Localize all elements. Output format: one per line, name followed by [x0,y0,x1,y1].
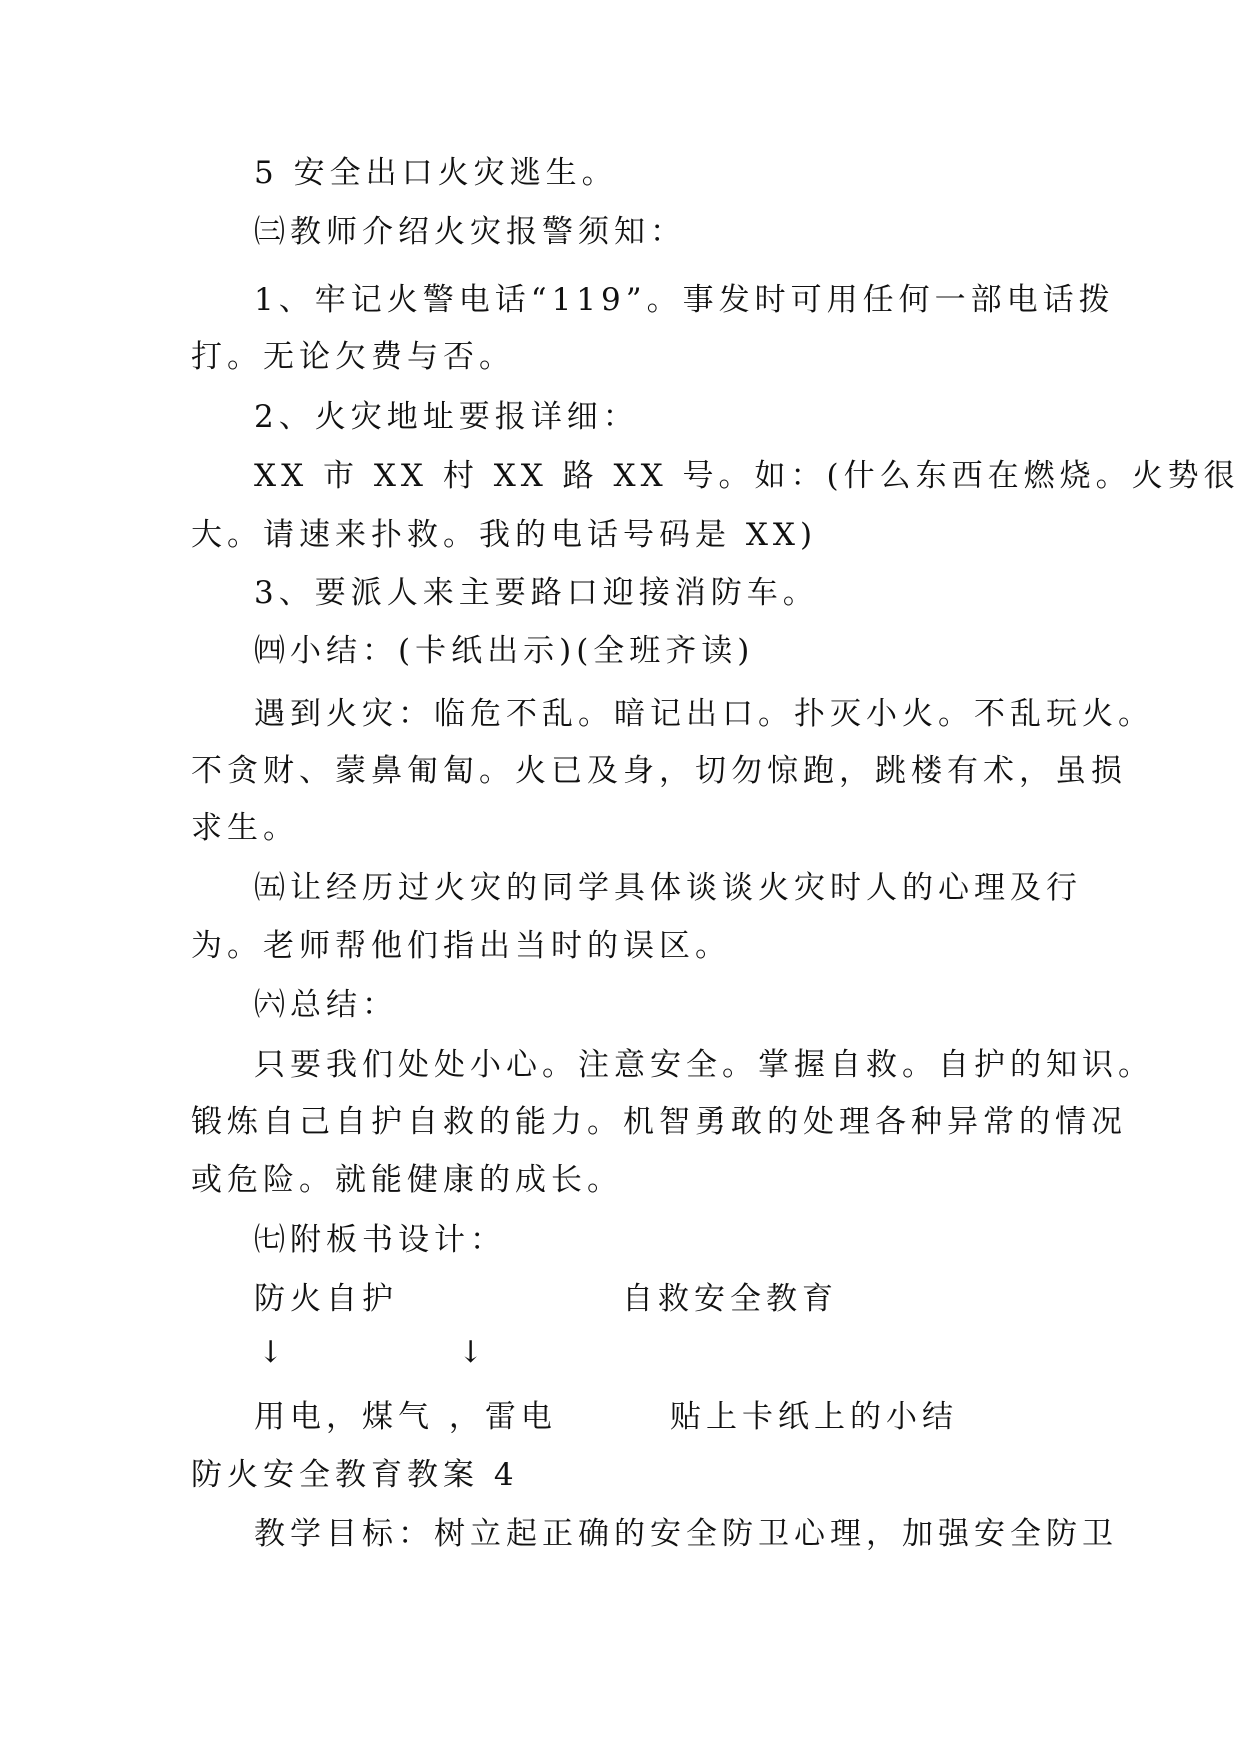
text-line: XX 市 XX 村 XX 路 XX 号。如：(什么东西在燃烧。火势很 [254,458,1240,494]
text-line: 为。老师帮他们指出当时的误区。 [191,928,731,964]
section-heading: ㈢教师介绍火灾报警须知： [254,214,686,250]
section-heading: ㈦附板书设计： [254,1222,506,1258]
text-line: 遇到火灾：临危不乱。暗记出口。扑灭小火。不乱玩火。 [254,696,1154,732]
text-line: 或危险。就能健康的成长。 [191,1162,623,1198]
text-line: 求生。 [191,810,299,846]
board-item-left: 用电，煤气 ，雷电 [254,1399,557,1435]
section-heading: ㈣小结：(卡纸出示)(全班齐读) [254,633,755,669]
text-line: 1、牢记火警电话“119”。事发时可用任何一部电话拨 [254,282,1115,318]
text-line: 2、火灾地址要报详细： [254,399,639,435]
board-item-left: 防火自护 [254,1281,398,1317]
down-arrow-icon: ↓ [258,1335,284,1370]
text-line: 3、要派人来主要路口迎接消防车。 [254,575,819,611]
down-arrow-icon: ↓ [458,1335,484,1370]
document-title: 防火安全教育教案 4 [191,1457,519,1493]
text-line: 锻炼自己自护自救的能力。机智勇敢的处理各种异常的情况 [191,1104,1127,1140]
text-line: 只要我们处处小心。注意安全。掌握自救。自护的知识。 [254,1047,1154,1083]
text-line: 打。无论欠费与否。 [191,339,515,375]
section-heading: ㈤让经历过火灾的同学具体谈谈火灾时人的心理及行 [254,870,1082,906]
text-line: 大。请速来扑救。我的电话号码是 XX) [191,517,818,553]
text-line: 5 安全出口火灾逃生。 [254,155,618,191]
board-item-right: 自救安全教育 [622,1281,838,1317]
text-line: 教学目标：树立起正确的安全防卫心理，加强安全防卫 [254,1516,1118,1552]
section-heading: ㈥总结： [254,987,398,1023]
board-item-right: 贴上卡纸上的小结 [670,1399,958,1435]
text-line: 不贪财、蒙鼻匍匐。火已及身，切勿惊跑，跳楼有术，虽损 [191,753,1127,789]
